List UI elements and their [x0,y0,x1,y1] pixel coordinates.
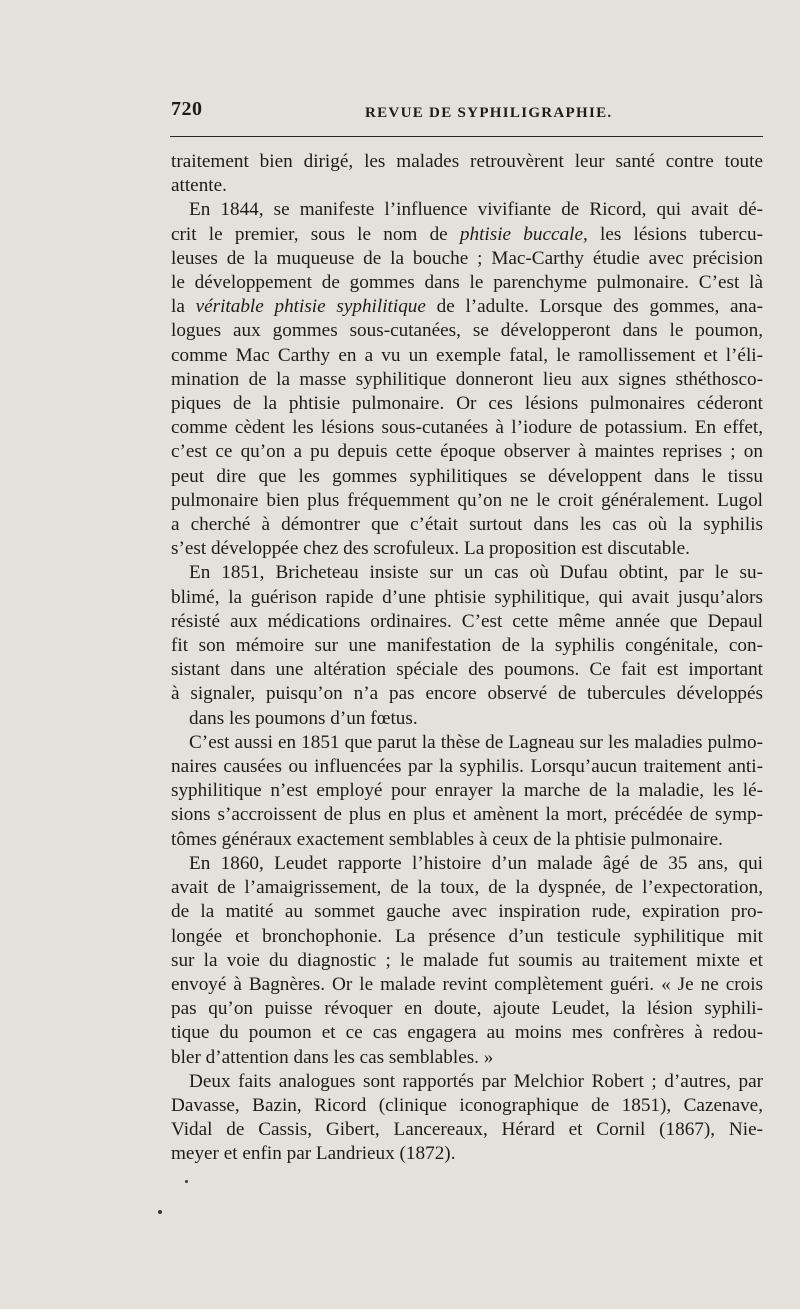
text-segment: longée et bronchophonie. La présence d’un testicule syphilitique mit [171,925,763,947]
text-line [171,634,763,658]
text-segment: traitement bien dirigé, les malades retrouvèrent leur santé contre toute [171,151,763,172]
page-number: 720 [171,98,203,120]
text-line [171,586,763,610]
text-segment: En 1844, se manifeste l’influence vivifiante de Ricord, qui avait dé- [189,199,763,221]
text-segment: comme cèdent les lésions sous-cutanées à l’iodure de potassium. En effet, [171,417,763,439]
text-segment: de l’adulte. Lorsque des gommes, ana- [425,296,764,318]
italic-term: véritable phtisie syphilitique [195,296,426,318]
text-segment: piques de la phtisie pulmonaire. Or ces lésions pulmonaires céderont [171,393,763,415]
text-segment: syphilitique n’est employé pour enrayer la marche de la maladie, les lé- [171,780,763,802]
text-segment: logues aux gommes sous-cutanées, se développeront dans le poumon, [171,320,763,342]
text-line [171,755,763,779]
text-line [171,247,763,271]
text-segment: c’est ce qu’on a pu depuis cette époque observer à maintes reprises ; on [171,441,763,463]
text-line [171,828,763,852]
text-line [171,1094,763,1118]
text-line [171,973,763,997]
text-line [171,174,763,198]
text-segment: fit son mémoire sur une manifestation de la syphilis congénitale, con- [171,635,763,657]
text-line [171,344,763,368]
text-segment: sistant dans une altération spéciale des poumons. Ce fait est important [171,659,763,681]
text-line [171,465,763,489]
text-line [171,1118,763,1142]
text-line [171,682,763,706]
text-line [171,925,763,949]
text-segment: Davasse, Bazin, Ricord (clinique iconographique de 1851), Cazenave, [171,1094,763,1116]
text-segment: pulmonaire bien plus fréquemment qu’on ne le croit généralement. Lugol [171,489,763,511]
text-segment: le développement de gommes dans le parenchyme pulmonaire. C’est là [171,272,763,294]
text-segment: à signaler, puisqu’on n’a pas encore observé de tubercules développés [171,683,763,705]
text-segment: leuses de la muqueuse de la bouche ; Mac-Carthy étudie avec précision [171,247,763,269]
text-line [171,707,763,731]
text-line [171,900,763,924]
text-line [171,537,763,561]
text-segment: Vidal de Cassis, Gibert, Lancereaux, Hérard et Cornil (1867), Nie- [171,1119,763,1141]
text-segment: a cherché à démontrer que c’était surtout dans les cas où la syphilis [171,514,763,536]
text-segment: avait de l’amaigrissement, de la toux, de la dyspnée, de l’expectoration, [171,877,763,899]
ink-speck [185,1180,188,1183]
text-line [171,1046,763,1070]
text-line [171,198,763,222]
text-segment: blimé, la guérison rapide d’une phtisie syphilitique, qui avait jusqu’alors [171,586,763,608]
text-line [171,561,763,585]
text-line [171,513,763,537]
text-line [171,295,763,319]
text-line [171,223,763,247]
text-segment: tômes généraux exactement semblables à ceux de la phtisie pulmonaire. [171,828,723,850]
text-line [171,416,763,440]
text-segment: meyer et enfin par Landrieux (1872). [171,1143,456,1165]
text-segment: comme Mac Carthy en a vu un exemple fatal, le ramollissement et l’éli- [171,344,763,366]
text-line [171,489,763,513]
text-segment: pas qu’on puisse révoquer en doute, ajoute Leudet, la lésion syphili- [171,998,763,1020]
text-line [171,1142,763,1166]
italic-term: phtisie buccale [459,223,583,245]
text-segment: résisté aux médications ordinaires. C’est cette même année que Depaul [171,610,763,632]
text-line [171,271,763,295]
header-rule [170,136,763,137]
text-segment: sur la voie du diagnostic ; le malade fut soumis au traitement mixte et [171,949,763,971]
text-line [171,658,763,682]
text-line [171,997,763,1021]
text-segment: dans les poumons d’un fœtus. [189,707,418,729]
text-segment: de la matité au sommet gauche avec inspiration rude, expiration pro- [171,901,763,923]
text-line [171,319,763,343]
text-segment: peut dire que les gommes syphilitiques se développent dans le tissu [171,465,763,487]
text-line [171,731,763,755]
text-line [171,876,763,900]
text-line [171,440,763,464]
text-segment: mination de la masse syphilitique donneront lieu aux signes sthéthosco- [171,368,763,390]
text-line [171,949,763,973]
text-segment: crit le premier, sous le nom de [171,223,460,245]
text-line [171,392,763,416]
running-title: REVUE DE SYPHILIGRAPHIE. [365,105,613,121]
body-text [171,150,763,1167]
text-line [171,150,763,174]
ink-speck [158,1210,162,1214]
text-segment: sions s’accroissent de plus en plus et amènent la mort, précédée de symp- [171,804,763,826]
text-segment: s’est développée chez des scrofuleux. La proposition est discutable. [171,538,690,560]
text-segment: C’est aussi en 1851 que parut la thèse de Lagneau sur les maladies pulmo- [189,731,763,753]
text-line [171,610,763,634]
text-segment: Deux faits analogues sont rapportés par Melchior Robert ; d’autres, par [189,1070,763,1092]
text-line [171,803,763,827]
text-segment: naires causées ou influencées par la syphilis. Lorsqu’aucun traitement anti- [171,756,763,778]
text-segment: bler d’attention dans les cas semblables. » [171,1046,494,1068]
text-segment: En 1860, Leudet rapporte l’histoire d’un malade âgé de 35 ans, qui [189,852,763,874]
text-line [171,779,763,803]
text-line [171,852,763,876]
text-segment: la [171,296,196,318]
text-segment: attente. [171,175,227,197]
text-line [171,1021,763,1045]
text-line [171,368,763,392]
text-line [171,1070,763,1094]
text-segment: tique du poumon et ce cas engagera au moins mes confrères à redou- [171,1022,763,1044]
text-segment: envoyé à Bagnères. Or le malade revint complètement guéri. « Je ne crois [171,973,763,995]
text-segment: , les lésions tubercu- [582,223,763,245]
text-segment: En 1851, Bricheteau insiste sur un cas où Dufau obtint, par le su- [189,562,763,584]
